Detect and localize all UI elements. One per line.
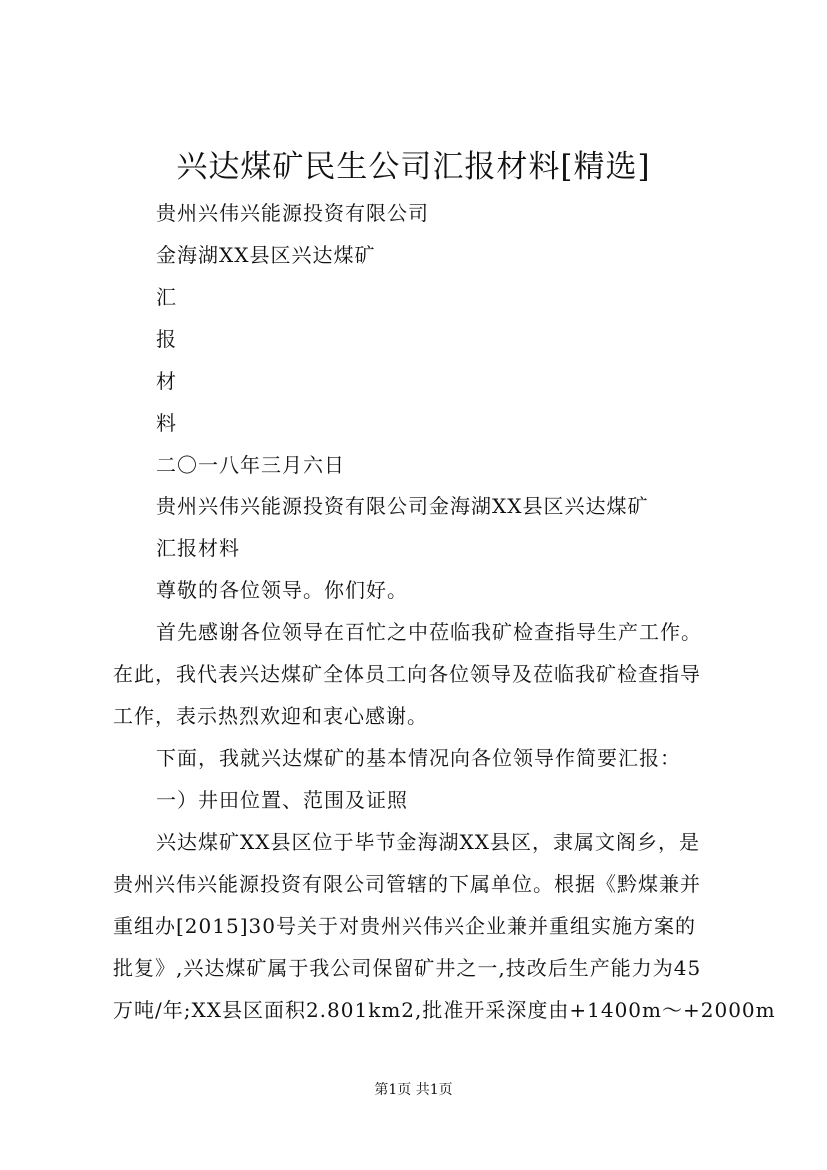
greeting-line: 尊敬的各位领导。你们好。 — [156, 578, 408, 602]
vertical-heading-char-4: 料 — [156, 411, 177, 435]
body-paragraph-line-1: 兴达煤矿XX县区位于毕节金海湖XX县区，隶属文阁乡，是 — [156, 830, 700, 854]
body-paragraph-line-3: 重组办[2015]30号关于对贵州兴伟兴企业兼并重组实施方案的 — [113, 914, 696, 938]
body-paragraph-line-4: 批复》,兴达煤矿属于我公司保留矿井之一,技改后生产能力为45 — [113, 956, 702, 980]
company-name-line: 贵州兴伟兴能源投资有限公司 — [156, 201, 429, 225]
company-mine-line: 贵州兴伟兴能源投资有限公司金海湖XX县区兴达煤矿 — [156, 494, 649, 518]
thanks-paragraph-line-2: 在此，我代表兴达煤矿全体员工向各位领导及莅临我矿检查指导 — [113, 662, 701, 686]
mine-name-line: 金海湖XX县区兴达煤矿 — [156, 243, 376, 267]
vertical-heading-char-1: 汇 — [156, 285, 177, 309]
date-line: 二〇一八年三月六日 — [156, 453, 345, 477]
vertical-heading-char-2: 报 — [156, 327, 177, 351]
report-material-line: 汇报材料 — [156, 536, 240, 560]
thanks-paragraph-line-1: 首先感谢各位领导在百忙之中莅临我矿检查指导生产工作。 — [156, 620, 702, 644]
intro-line: 下面，我就兴达煤矿的基本情况向各位领导作简要汇报： — [156, 746, 681, 770]
vertical-heading-char-3: 材 — [156, 369, 177, 393]
body-paragraph-line-2: 贵州兴伟兴能源投资有限公司管辖的下属单位。根据《黔煤兼并 — [113, 872, 701, 896]
document-title: 兴达煤矿民生公司汇报材料[精选] — [176, 149, 651, 185]
section-heading: 一）井田位置、范围及证照 — [156, 788, 408, 812]
page-number-footer: 第1页 共1页 — [374, 1082, 453, 1098]
body-paragraph-line-5: 万吨/年;XX县区面积2.801km2,批准开采深度由+1400m～+2000m — [113, 998, 776, 1022]
thanks-paragraph-line-3: 工作，表示热烈欢迎和衷心感谢。 — [113, 704, 428, 728]
